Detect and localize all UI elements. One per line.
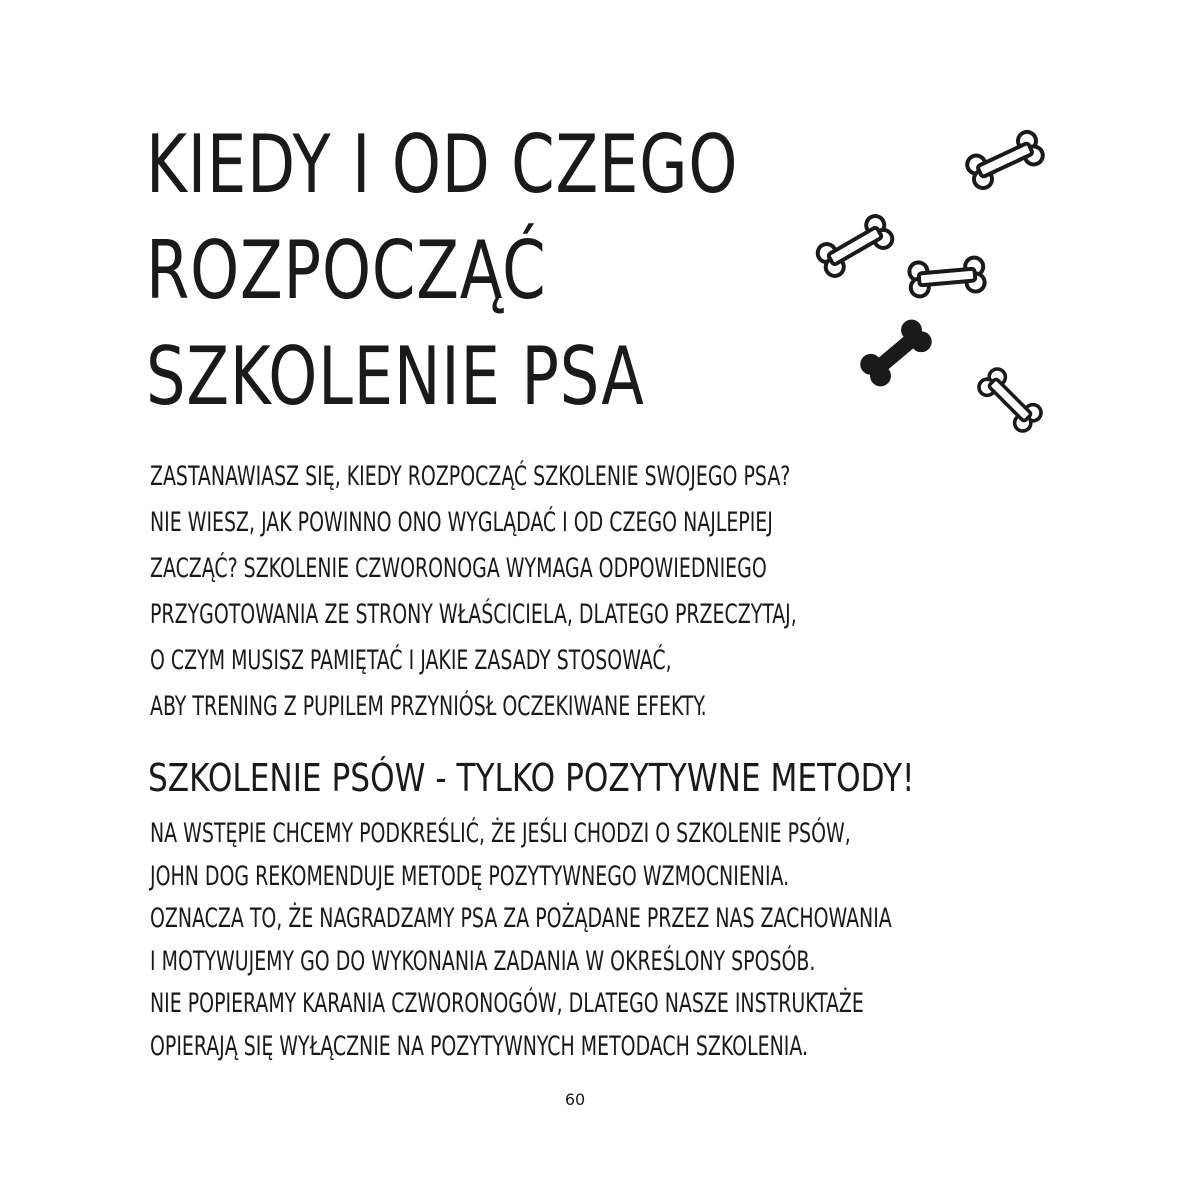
bone-icon — [814, 213, 895, 279]
intro-line: O CZYM MUSISZ PAMIĘTAĆ I JAKIE ZASADY STOSOWAĆ, — [150, 645, 672, 676]
method-paragraph — [150, 813, 892, 1068]
dog-bones-decoration — [800, 110, 1060, 450]
method-line: JOHN DOG REKOMENDUJE METODĘ POZYTYWNEGO WZMOCNIENIA. — [150, 860, 790, 892]
page-title — [146, 112, 738, 430]
method-line: OPIERAJĄ SIĘ WYŁĄCZNIE NA POZYTYWNYCH METODACH SZKOLENIA. — [150, 1030, 808, 1062]
method-line: NA WSTĘPIE CHCEMY PODKREŚLIĆ, ŻE JEŚLI CHODZI O SZKOLENIE PSÓW, — [150, 818, 851, 849]
method-line: I MOTYWUJEMY GO DO WYKONANIA ZADANIA W OKREŚLONY SPOSÓB. — [150, 945, 816, 977]
intro-paragraph — [150, 454, 797, 730]
bone-icon — [909, 257, 986, 297]
intro-line: ABY TRENING Z PUPILEM PRZYNIÓSŁ OCZEKIWANE EFEKTY. — [150, 691, 707, 722]
intro-line: ZACZĄĆ? SZKOLENIE CZWORONOGA WYMAGA ODPOWIEDNIEGO — [150, 553, 767, 584]
section-heading: SZKOLENIE PSÓW - TYLKO POZYTYWNE METODY! — [148, 756, 915, 800]
bone-icon — [859, 318, 934, 388]
intro-line: ZASTANAWIASZ SIĘ, KIEDY ROZPOCZĄĆ SZKOLENIE SWOJEGO PSA? — [150, 461, 791, 492]
bone-icon — [976, 366, 1045, 435]
page-number: 60 — [564, 1090, 586, 1109]
intro-line: NIE WIESZ, JAK POWINNO ONO WYGLĄDAĆ I OD CZEGO NAJLEPIEJ — [150, 507, 773, 538]
bone-icon — [964, 129, 1045, 191]
title-line-1: KIEDY I OD CZEGO — [146, 118, 739, 211]
method-line: OZNACZA TO, ŻE NAGRADZAMY PSA ZA POŻĄDANE PRZEZ NAS ZACHOWANIA — [150, 903, 892, 934]
method-line: NIE POPIERAMY KARANIA CZWORONOGÓW, DLATEGO NASZE INSTRUKTAŻE — [150, 988, 864, 1019]
title-line-3: SZKOLENIE PSA — [146, 330, 645, 423]
title-line-2: ROZPOCZĄĆ — [146, 224, 547, 317]
intro-line: PRZYGOTOWANIA ZE STRONY WŁAŚCICIELA, DLATEGO PRZECZYTAJ, — [150, 599, 797, 630]
